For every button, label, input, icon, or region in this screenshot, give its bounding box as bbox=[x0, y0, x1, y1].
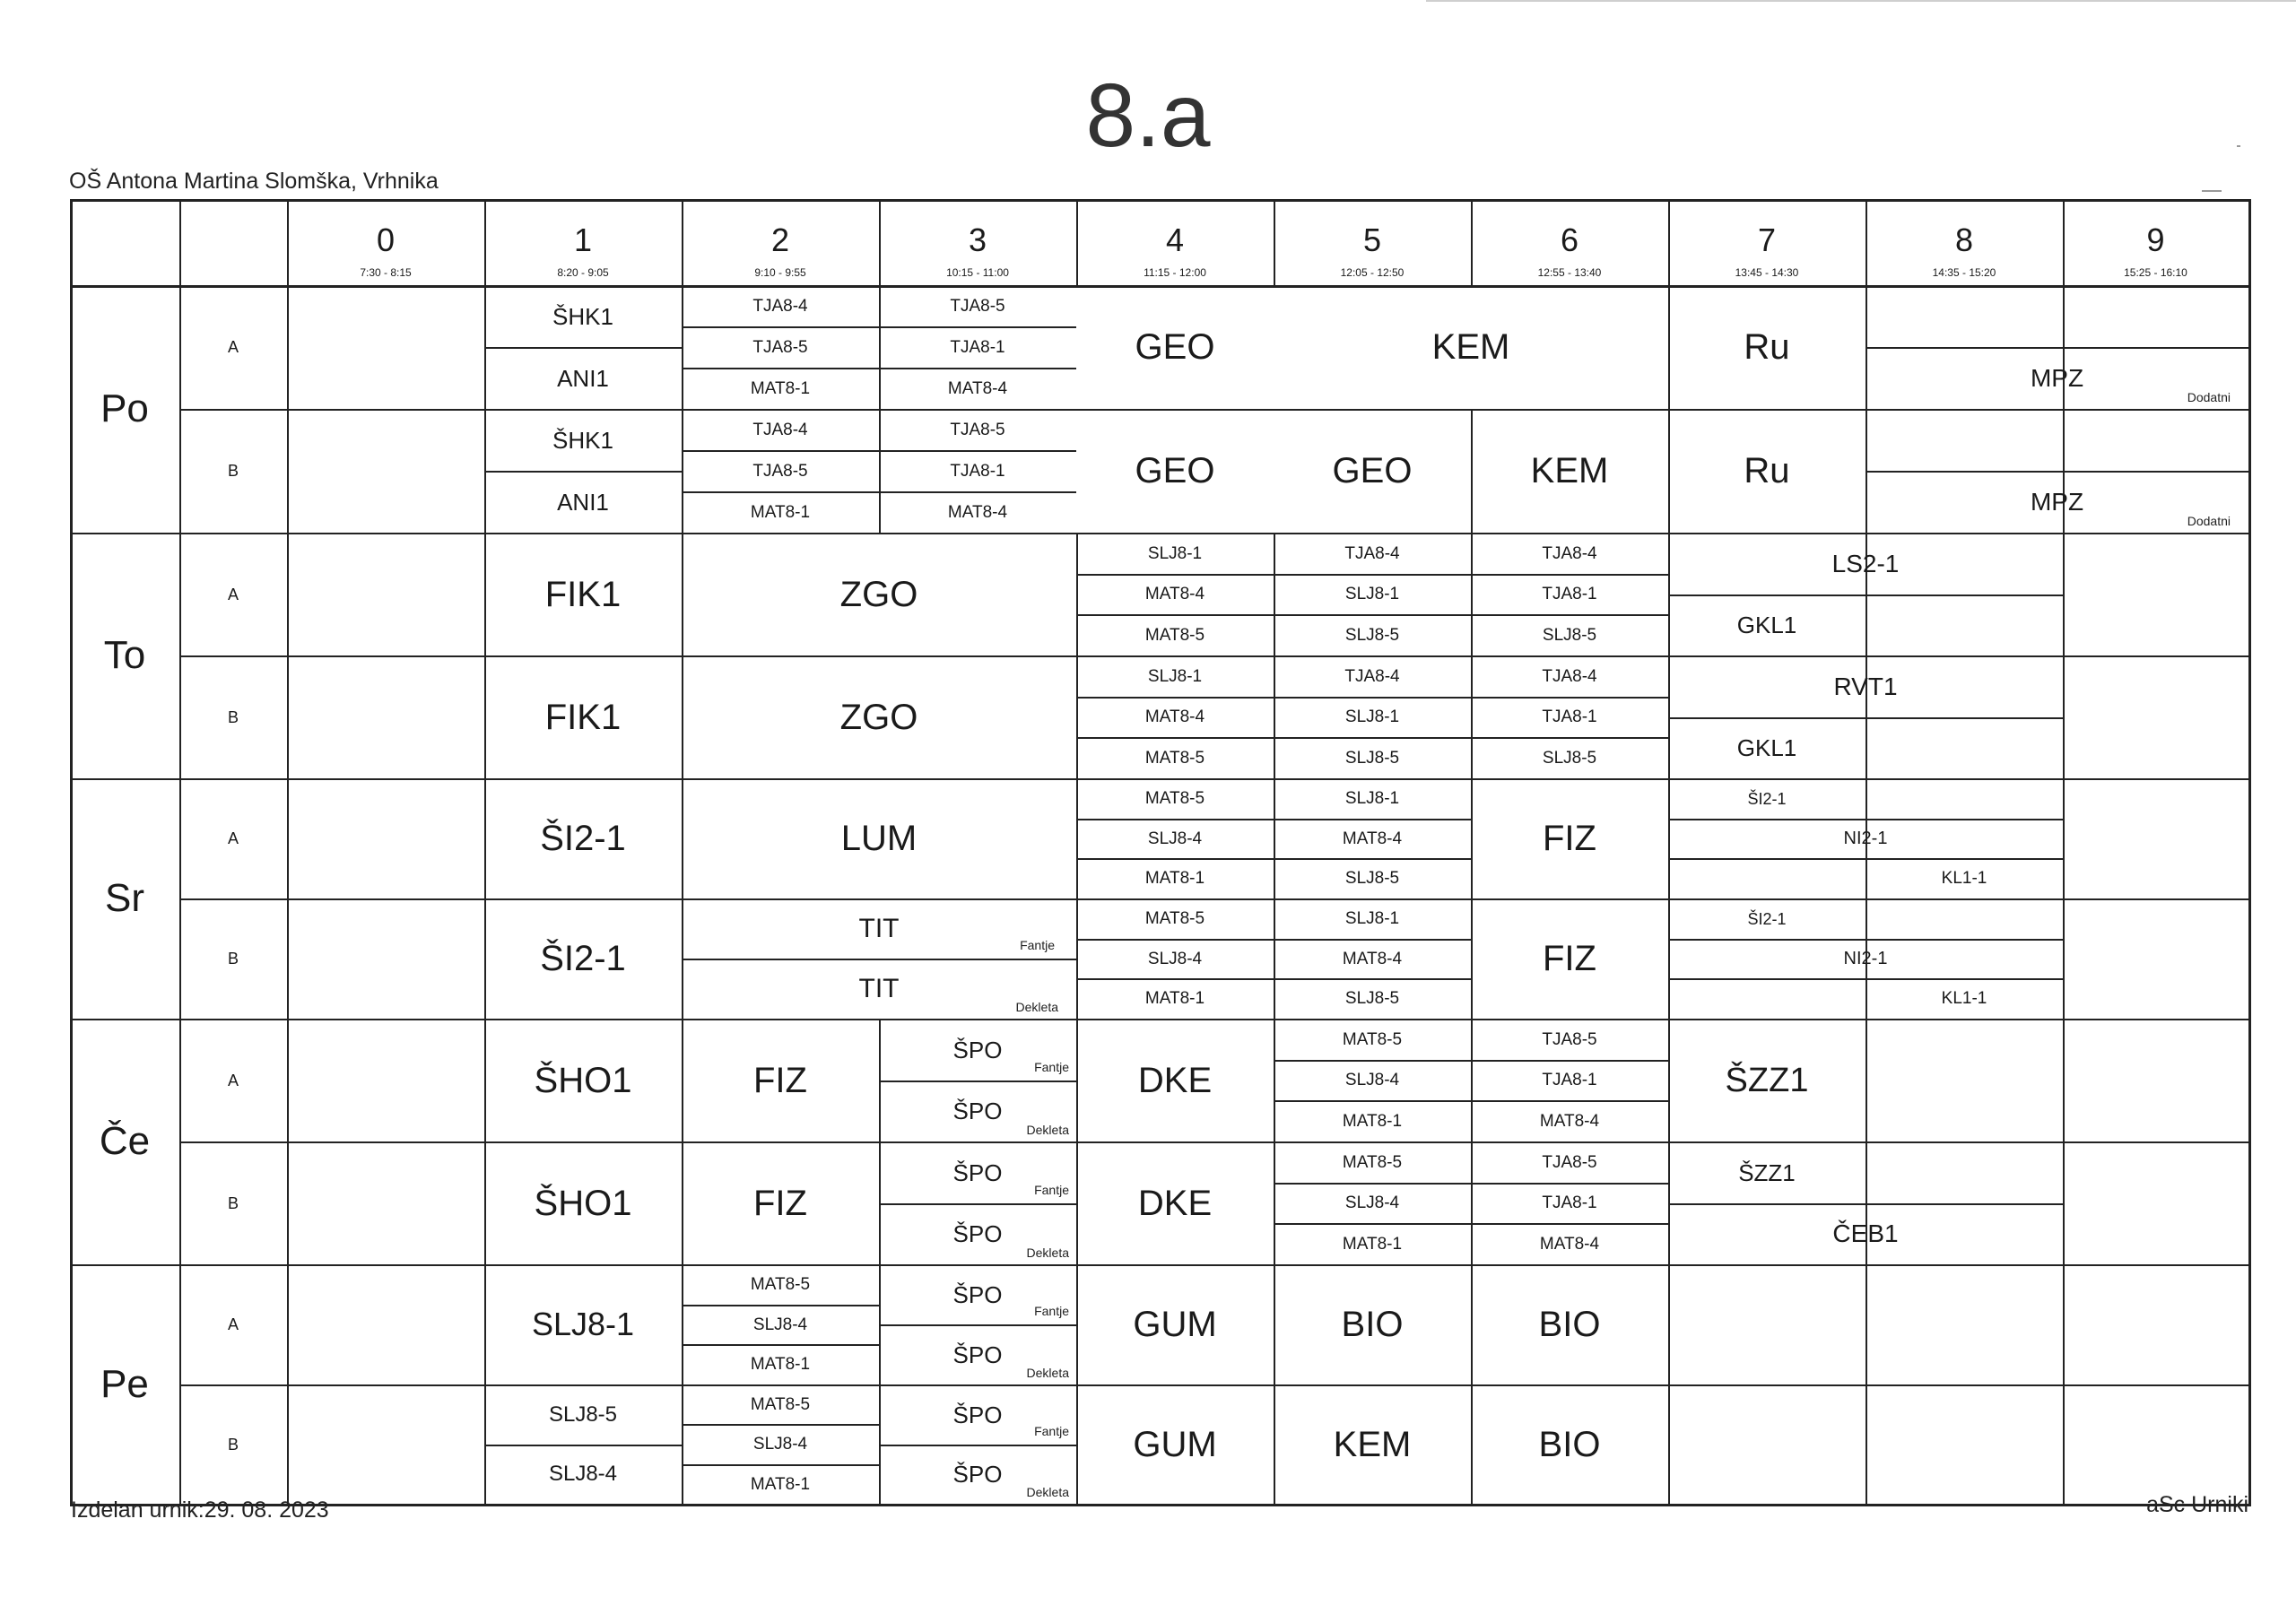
lesson-cell: MAT8-1 bbox=[750, 502, 811, 522]
lesson-cell: SLJ8-1 bbox=[1147, 666, 1203, 686]
lesson-cell: ZGO bbox=[839, 697, 918, 737]
grid-line bbox=[2063, 1384, 2065, 1504]
grid-line bbox=[1866, 1384, 1867, 1504]
lesson-cell: SLJ8-4 bbox=[1344, 1071, 1400, 1089]
lesson-cell: ŠI2-1 bbox=[540, 819, 626, 858]
lesson-cell: MAT8-4 bbox=[1144, 707, 1205, 726]
grid-line bbox=[2063, 1019, 2065, 1264]
period-number: 3 bbox=[968, 221, 987, 258]
lesson-cell: FIZ bbox=[1543, 939, 1596, 978]
group-note: Dekleta bbox=[1026, 1123, 1069, 1137]
lesson-cell: DKE bbox=[1137, 1183, 1213, 1223]
lesson-cell: TJA8-4 bbox=[1344, 543, 1400, 563]
lesson-cell: SLJ8-5 bbox=[1542, 748, 1597, 768]
software-credit: aSc Urniki bbox=[2146, 1492, 2248, 1517]
lesson-cell: SLJ8-1 bbox=[1344, 707, 1400, 726]
grid-line bbox=[287, 1019, 289, 1264]
lesson-cell: KEM bbox=[1333, 1424, 1412, 1464]
lesson-cell: ŠHK1 bbox=[552, 302, 613, 330]
lesson-cell: SLJ8-4 bbox=[1344, 1193, 1400, 1212]
week-label: A bbox=[227, 338, 239, 356]
lesson-cell: MAT8-4 bbox=[1539, 1234, 1600, 1254]
period-number: 4 bbox=[1165, 221, 1185, 258]
lesson-cell: KEM bbox=[1431, 327, 1510, 367]
lesson-cell: ŠPO bbox=[952, 1461, 1003, 1488]
group-note: Fantje bbox=[1034, 1424, 1069, 1438]
period-time: 10:15 - 11:00 bbox=[946, 266, 1009, 279]
lesson-cell: ŠHK1 bbox=[552, 426, 613, 454]
lesson-cell: MAT8-5 bbox=[1144, 789, 1205, 808]
lesson-cell: MAT8-4 bbox=[1342, 829, 1403, 848]
lesson-cell: TJA8-4 bbox=[1542, 666, 1597, 686]
group-note: Dekleta bbox=[1026, 1366, 1069, 1380]
page-title: 8.a bbox=[1085, 65, 1211, 166]
grid-line bbox=[1866, 898, 1867, 939]
grid-line bbox=[70, 1504, 2251, 1506]
lesson-cell: ŠPO bbox=[952, 1280, 1003, 1308]
group-note: Dekleta bbox=[1026, 1485, 1069, 1499]
lesson-cell: SLJ8-1 bbox=[531, 1306, 635, 1342]
lesson-cell: MAT8-1 bbox=[1144, 869, 1205, 888]
lesson-cell: TJA8-5 bbox=[1542, 1029, 1597, 1049]
lesson-cell: TJA8-4 bbox=[1344, 666, 1400, 686]
lesson-cell: ŠPO bbox=[952, 1401, 1003, 1428]
lesson-cell: Ru bbox=[1744, 451, 1790, 490]
grid-line bbox=[2063, 533, 2065, 778]
grid-line bbox=[287, 1264, 289, 1504]
lesson-cell: RVT1 bbox=[1833, 672, 1898, 700]
lesson-cell: TJA8-1 bbox=[1542, 1193, 1597, 1212]
grid-line bbox=[1866, 1019, 1867, 1141]
lesson-cell: ANI1 bbox=[557, 364, 609, 392]
lesson-cell: TJA8-1 bbox=[1542, 707, 1597, 726]
lesson-cell: BIO bbox=[1341, 1305, 1404, 1344]
lesson-cell: NI2-1 bbox=[1843, 949, 1888, 968]
lesson-cell: LS2-1 bbox=[1831, 549, 1900, 577]
week-label: A bbox=[227, 829, 239, 847]
lesson-cell: SLJ8-4 bbox=[752, 1315, 808, 1334]
lesson-cell: ŠPO bbox=[952, 1159, 1003, 1186]
lesson-cell: MAT8-5 bbox=[1144, 909, 1205, 928]
lesson-cell: MAT8-1 bbox=[1342, 1111, 1403, 1131]
period-number: 7 bbox=[1757, 221, 1777, 258]
lesson-cell: ŠPO bbox=[952, 1220, 1003, 1247]
lesson-cell: ŠI2-1 bbox=[1747, 909, 1787, 928]
lesson-cell: MAT8-5 bbox=[1144, 748, 1205, 768]
lesson-cell: TIT bbox=[858, 973, 900, 1003]
period-time: 8:20 - 9:05 bbox=[557, 266, 609, 279]
lesson-cell: ČEB1 bbox=[1832, 1219, 1899, 1247]
period-time: 12:55 - 13:40 bbox=[1537, 266, 1602, 279]
grid-line bbox=[1668, 1384, 1670, 1504]
lesson-cell: SLJ8-1 bbox=[1344, 909, 1400, 928]
week-label: B bbox=[227, 462, 239, 480]
day-label: Če bbox=[99, 1119, 151, 1163]
grid-line bbox=[287, 285, 289, 533]
lesson-cell: SLJ8-1 bbox=[1147, 543, 1203, 563]
lesson-cell: KEM bbox=[1530, 451, 1609, 490]
week-label: A bbox=[227, 1071, 239, 1089]
week-label: B bbox=[227, 1193, 239, 1212]
lesson-cell: MAT8-5 bbox=[1342, 1029, 1403, 1049]
lesson-cell: SLJ8-1 bbox=[1344, 585, 1400, 603]
lesson-cell: TJA8-5 bbox=[752, 337, 808, 357]
period-time: 15:25 - 16:10 bbox=[2124, 266, 2187, 279]
group-note: Fantje bbox=[1034, 1183, 1069, 1197]
grid-line bbox=[2248, 1264, 2250, 1384]
lesson-cell: SLJ8-4 bbox=[1147, 829, 1203, 848]
lesson-cell: SLJ8-1 bbox=[1344, 789, 1400, 808]
lesson-cell: ŠHO1 bbox=[534, 1060, 632, 1100]
day-label: Po bbox=[100, 386, 149, 430]
period-number: 8 bbox=[1954, 221, 1974, 258]
lesson-cell: TJA8-5 bbox=[752, 461, 808, 481]
day-label: Pe bbox=[100, 1361, 149, 1406]
lesson-cell: ŠPO bbox=[952, 1098, 1003, 1124]
lesson-cell: SLJ8-5 bbox=[548, 1402, 618, 1427]
lesson-cell: GUM bbox=[1133, 1305, 1217, 1344]
lesson-cell: TIT bbox=[858, 913, 900, 943]
lesson-cell: ZGO bbox=[839, 574, 918, 614]
period-time: 12:05 - 12:50 bbox=[1340, 266, 1405, 279]
group-note: Fantje bbox=[1034, 1060, 1069, 1074]
lesson-cell: BIO bbox=[1538, 1424, 1601, 1464]
day-label: To bbox=[103, 633, 146, 677]
lesson-cell: TJA8-1 bbox=[1542, 1071, 1597, 1089]
grid-line bbox=[70, 199, 2251, 202]
lesson-cell: TJA8-4 bbox=[1542, 543, 1597, 563]
lesson-cell: SLJ8-5 bbox=[1542, 625, 1597, 645]
lesson-cell: SLJ8-5 bbox=[1344, 869, 1400, 888]
lesson-cell: MAT8-4 bbox=[1539, 1111, 1600, 1131]
lesson-cell: MAT8-5 bbox=[1342, 1152, 1403, 1172]
lesson-cell: MAT8-1 bbox=[750, 1355, 811, 1374]
lesson-cell: FIK1 bbox=[544, 697, 622, 737]
lesson-cell: GKL1 bbox=[1736, 734, 1797, 761]
lesson-cell: SLJ8-4 bbox=[548, 1462, 618, 1486]
lesson-cell: MAT8-5 bbox=[750, 1394, 811, 1414]
period-number: 9 bbox=[2146, 221, 2165, 258]
lesson-cell: MPZ bbox=[2030, 363, 2084, 392]
week-label: B bbox=[227, 1435, 239, 1454]
period-number: 5 bbox=[1362, 221, 1382, 258]
lesson-cell: NI2-1 bbox=[1843, 829, 1888, 848]
lesson-cell: KL1-1 bbox=[1941, 869, 1987, 888]
group-note: Dodatni bbox=[2187, 390, 2231, 404]
lesson-cell: TJA8-5 bbox=[1542, 1152, 1597, 1172]
lesson-cell: KL1-1 bbox=[1941, 989, 1987, 1008]
lesson-cell: SLJ8-5 bbox=[1344, 989, 1400, 1008]
lesson-cell: MAT8-1 bbox=[1342, 1234, 1403, 1254]
grid-line bbox=[1668, 1264, 1670, 1384]
lesson-cell: SLJ8-4 bbox=[1147, 949, 1203, 968]
lesson-cell: ŠI2-1 bbox=[1747, 789, 1787, 808]
lesson-cell: MAT8-1 bbox=[750, 1474, 811, 1494]
group-note: Dodatni bbox=[2187, 514, 2231, 528]
lesson-cell: MAT8-5 bbox=[750, 1275, 811, 1294]
grid-line bbox=[1866, 717, 1867, 778]
grid-line bbox=[287, 778, 289, 1019]
school-name: OŠ Antona Martina Slomška, Vrhnika bbox=[69, 169, 439, 194]
day-label: Sr bbox=[105, 876, 144, 920]
lesson-cell: GKL1 bbox=[1736, 612, 1797, 638]
lesson-cell: ŠPO bbox=[952, 1341, 1003, 1368]
lesson-cell: LUM bbox=[840, 819, 918, 858]
lesson-cell: ANI1 bbox=[557, 488, 609, 516]
lesson-cell: TJA8-1 bbox=[1542, 585, 1597, 603]
lesson-cell: MAT8-4 bbox=[1144, 585, 1205, 603]
lesson-cell: FIZ bbox=[1543, 819, 1596, 858]
lesson-cell: MAT8-1 bbox=[1144, 989, 1205, 1008]
lesson-cell: GEO bbox=[1332, 451, 1413, 490]
grid-line bbox=[2063, 778, 2065, 1019]
period-number: 6 bbox=[1560, 221, 1579, 258]
lesson-cell: SLJ8-4 bbox=[752, 1435, 808, 1454]
lesson-cell: ŠI2-1 bbox=[540, 939, 626, 978]
lesson-cell: SLJ8-5 bbox=[1344, 748, 1400, 768]
period-time: 9:10 - 9:55 bbox=[754, 266, 806, 279]
lesson-cell: SLJ8-5 bbox=[1344, 625, 1400, 645]
grid-line bbox=[287, 533, 289, 778]
lesson-cell: ŠHO1 bbox=[534, 1183, 632, 1223]
lesson-cell: ŠZZ1 bbox=[1725, 1061, 1809, 1099]
lesson-cell: TJA8-5 bbox=[950, 420, 1005, 439]
lesson-cell: ŠPO bbox=[952, 1036, 1003, 1063]
lesson-cell: BIO bbox=[1538, 1305, 1601, 1344]
lesson-cell: MPZ bbox=[2030, 487, 2084, 516]
grid-line bbox=[1866, 595, 1867, 655]
grid-line bbox=[2248, 1384, 2250, 1504]
group-note: Fantje bbox=[1020, 938, 1055, 952]
grid-line bbox=[1866, 1264, 1867, 1384]
lesson-cell: TJA8-1 bbox=[950, 337, 1005, 357]
group-note: Dekleta bbox=[1026, 1245, 1069, 1260]
grid-line bbox=[2063, 1264, 2065, 1384]
created-date: Izdelan urnik:29. 08. 2023 bbox=[71, 1497, 329, 1523]
lesson-cell: GEO bbox=[1135, 327, 1215, 367]
week-label: B bbox=[227, 707, 239, 726]
lesson-cell: GEO bbox=[1135, 451, 1215, 490]
lesson-cell: MAT8-1 bbox=[750, 378, 811, 398]
lesson-cell: MAT8-5 bbox=[1144, 625, 1205, 645]
lesson-cell: FIK1 bbox=[544, 574, 622, 614]
lesson-cell: Ru bbox=[1744, 327, 1790, 367]
lesson-cell: GUM bbox=[1133, 1424, 1217, 1464]
lesson-cell: MAT8-4 bbox=[947, 502, 1008, 522]
lesson-cell: FIZ bbox=[753, 1183, 807, 1223]
group-note: Fantje bbox=[1034, 1304, 1069, 1318]
period-time: 7:30 - 8:15 bbox=[360, 266, 412, 279]
lesson-cell: TJA8-4 bbox=[752, 296, 808, 316]
lesson-cell: FIZ bbox=[753, 1060, 807, 1100]
lesson-cell: MAT8-4 bbox=[947, 378, 1008, 398]
grid-line bbox=[1866, 1141, 1867, 1203]
week-label: A bbox=[227, 1315, 239, 1333]
lesson-cell: DKE bbox=[1137, 1060, 1213, 1100]
period-time: 11:15 - 12:00 bbox=[1144, 266, 1206, 279]
period-number: 0 bbox=[376, 221, 396, 258]
period-time: 13:45 - 14:30 bbox=[1735, 266, 1799, 279]
lesson-cell: TJA8-5 bbox=[950, 296, 1005, 316]
period-number: 1 bbox=[573, 221, 593, 258]
period-number: 2 bbox=[770, 221, 790, 258]
lesson-cell: TJA8-1 bbox=[950, 461, 1005, 481]
lesson-cell: TJA8-4 bbox=[752, 420, 808, 439]
grid-line bbox=[1866, 778, 1867, 819]
lesson-cell: ŠZZ1 bbox=[1738, 1159, 1796, 1186]
week-label: B bbox=[227, 950, 239, 968]
group-note: Dekleta bbox=[1015, 1000, 1058, 1014]
lesson-cell: MAT8-4 bbox=[1342, 949, 1403, 968]
week-label: A bbox=[227, 585, 239, 603]
period-time: 14:35 - 15:20 bbox=[1932, 266, 1996, 279]
